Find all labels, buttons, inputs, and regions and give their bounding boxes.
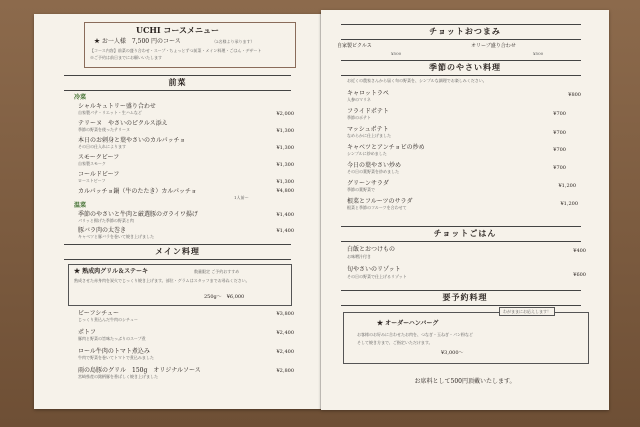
menu-item-name: 根菜とフルーツのサラダ <box>347 198 413 205</box>
menu-item-price: ¥700 <box>553 130 566 136</box>
divider <box>341 226 581 227</box>
menu-item-name: ビーフシチュー <box>78 310 120 317</box>
order-desc-1: お客様のお好みに合わせたお肉を、つなぎ・玉ねぎ・パン粉など <box>357 332 473 337</box>
menu-item-price: ¥1,200 <box>560 201 578 207</box>
menu-item-desc: お味噌汁付き <box>347 254 371 259</box>
menu-item-name: 季節のやさいと牛肉と厳選豚のガライワ揚げ <box>78 211 198 218</box>
menu-item-name: カルパッチョ鍋（牛のたたき）カルパッチョ <box>78 188 197 195</box>
menu-item-price: ¥400 <box>573 248 586 254</box>
menu-item-name: ロール牛肉のトマト煮込み <box>78 348 150 355</box>
menu-item-price: ¥4,800 <box>276 188 294 194</box>
grill-title: ★ 熟成肉グリル＆ステーキ <box>74 268 148 275</box>
divider <box>341 305 581 306</box>
menu-item-price: ¥1,300 <box>276 162 294 168</box>
menu-item-desc: その日の野菜で仕上げるリゾット <box>347 274 407 279</box>
yoyaku-title: 要予約料理 <box>442 292 488 302</box>
menu-item-desc: 牛肉で野菜を巻いてトマトで煮込みました <box>78 355 154 360</box>
divider <box>64 259 291 260</box>
reisai-label: 冷菜 <box>74 94 87 101</box>
menu-item-name: 豚バラ肉の太巻き <box>78 227 127 234</box>
divider <box>341 290 581 291</box>
order-title: ★ オーダーハンバーグ <box>377 320 439 327</box>
menu-item-price: ¥2,000 <box>276 111 294 117</box>
menu-item-desc: 豚肉と野菜の旨味たっぷりのスープ煮 <box>78 336 146 341</box>
course-title: UCHI コースメニュー <box>135 25 220 35</box>
menu-item-desc: キャベツと豚バラを巻いて焼き上げました <box>78 234 154 239</box>
menu-item-price: ¥700 <box>553 147 566 153</box>
menu-item-name: 雨の島豚のグリル 150g オリジナルソース <box>78 367 201 374</box>
divider <box>341 24 581 25</box>
menu-item-desc: 季節のポテト <box>347 115 371 120</box>
menu-item-name: 本日のお刺身と葉やさいのカルパッチョ <box>78 137 186 144</box>
divider <box>341 39 581 40</box>
menu-item-price: ¥800 <box>568 92 581 98</box>
zensai-title: 前菜 <box>168 77 187 87</box>
menu-item-name: ポトフ <box>78 329 96 336</box>
menu-item-name: コールドビーフ <box>78 171 120 178</box>
divider <box>64 90 291 91</box>
menu-item-desc: 1人前〜 <box>234 195 249 200</box>
menu-item-name: 白飯とおつけもの <box>347 246 395 253</box>
menu-item-price: ¥1,300 <box>276 128 294 134</box>
grill-price-note: 250g〜 ¥6,000 <box>204 294 245 300</box>
gohan-title: チョットごはん <box>433 228 497 238</box>
menu-item-desc: 自家製パテ・リエット・生ハムなど <box>78 110 142 115</box>
menu-item-desc: その日の仕入れによります <box>78 144 126 149</box>
menu-item-name: マッシュポテト <box>347 126 389 133</box>
menu-item-price: ¥2,800 <box>276 368 294 374</box>
menu-item-price: ¥500 <box>533 51 544 56</box>
menu-item-name: キャベツとアンチョビの炒め <box>347 144 425 151</box>
menu-item-price: ¥700 <box>553 165 566 171</box>
course-desc-1: 【コース内容】前菜の盛り合わせ・スープ・ちょっとずつ前菜・メイン料理・ごはん・デザート <box>90 48 262 53</box>
menu-item-desc: 季節の野菜を使ったテリーヌ <box>78 127 130 132</box>
menu-item-desc: 人参のマリネ <box>347 97 371 102</box>
menu-item-price: ¥500 <box>391 51 402 56</box>
menu-item-desc: パリッと揚げた季節の野菜と肉 <box>78 218 134 223</box>
yasai-intro: お近くの農家さんから届く旬の野菜を、シンプルな調理でお楽しみください。 <box>347 78 487 83</box>
order-price: ¥3,000〜 <box>441 350 464 356</box>
menu-item-name: 旬やさいのリゾット <box>347 266 401 273</box>
menu-item-price: ¥2,400 <box>276 330 294 336</box>
course-note: （2名様より承ります） <box>212 39 255 44</box>
course-desc-2: ※ご予約は前日までにお願いいたします <box>90 55 162 60</box>
menu-item-price: ¥1,300 <box>276 145 294 151</box>
menu-item-price: ¥1,400 <box>276 228 294 234</box>
menu-item-price: ¥1,300 <box>276 179 294 185</box>
menu-left-page <box>34 14 321 409</box>
divider <box>64 244 291 245</box>
menu-item-desc: なめらかに仕上げました <box>347 133 391 138</box>
menu-item-desc: じっくり煮込んだ牛肉のシチュー <box>78 317 138 322</box>
menu-item-desc: シンプルに炒めました <box>347 151 387 156</box>
divider <box>64 75 291 76</box>
menu-item-name: キャロットラペ <box>347 90 389 97</box>
menu-item-price: ¥600 <box>573 272 586 278</box>
course-subtitle: ★ お一人様 7,500 円のコース <box>94 38 181 45</box>
menu-item-desc: 根菜と季節のフルーツを合わせて <box>347 205 407 210</box>
menu-item-name: シャルキュトリー盛り合わせ <box>78 103 156 110</box>
divider <box>341 60 581 61</box>
menu-item-name: グリーンサラダ <box>347 180 389 187</box>
footer-note: お席料として500円頂戴いたします。 <box>414 378 516 385</box>
menu-item-name: フライドポテト <box>347 108 389 115</box>
menu-item-price: ¥1,200 <box>558 183 576 189</box>
otsumami-title: チョットおつまみ <box>429 26 501 36</box>
grill-desc: 熟成させた赤身肉を炭火でじっくり焼き上げます。部位・グラムはスタッフまでお尋ねください。 <box>74 278 250 283</box>
divider <box>341 241 581 242</box>
menu-item-price: ¥1,400 <box>276 212 294 218</box>
menu-item-desc: 自家製スモーク <box>78 161 106 166</box>
menu-item-name: 自家製ピクルス <box>337 43 372 49</box>
order-badge: わがままにお応えします！ <box>499 307 555 316</box>
divider <box>341 75 581 76</box>
main-title: メイン料理 <box>155 246 200 256</box>
yasai-title: 季節のやさい料理 <box>429 62 501 72</box>
menu-item-price: ¥3,800 <box>276 311 294 317</box>
menu-item-name: 今日の葉やさい炒め <box>347 162 402 169</box>
menu-item-desc: ローストビーフ <box>78 178 106 183</box>
menu-item-price: ¥2,400 <box>276 349 294 355</box>
onsai-label: 温菜 <box>74 202 87 209</box>
menu-item-name: スモークビーフ <box>78 154 120 161</box>
menu-item-desc: その日の葉野菜を炒めました <box>347 169 399 174</box>
menu-right-page <box>321 10 609 410</box>
menu-item-name: テリーヌ やさいのピクルス添え <box>78 120 168 127</box>
order-desc-2: そして焼き方まで、ご指定いただけます。 <box>357 340 433 345</box>
menu-item-desc: 季節の葉野菜で <box>347 187 375 192</box>
menu-item-price: ¥700 <box>553 111 566 117</box>
menu-item-desc: 宮崎県産の銘柄豚を香ばしく焼き上げました <box>78 374 158 379</box>
menu-item-name: オリーブ盛り合わせ <box>471 43 516 49</box>
grill-note: 数量限定 ご予約おすすめ <box>194 269 240 274</box>
